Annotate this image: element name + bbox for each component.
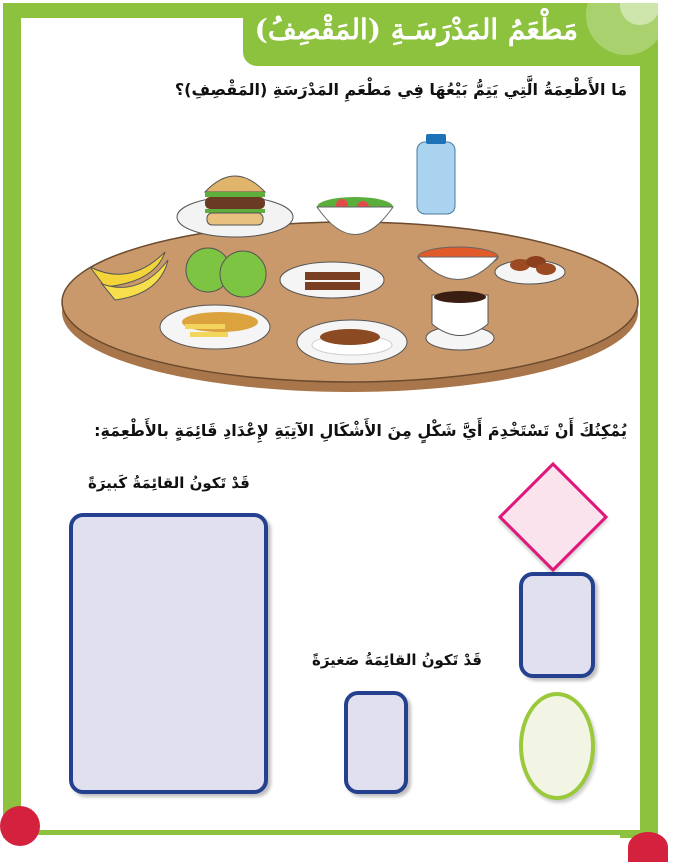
- small-list-shape[interactable]: [344, 691, 408, 794]
- burger-icon: [177, 176, 293, 237]
- title-banner: [243, 3, 658, 66]
- kebab-plate-icon: [280, 262, 384, 298]
- page-number-badge-left: [0, 806, 40, 846]
- small-list-label: قَدْ تَكونُ القائِمَةُ صَغيرَةً: [312, 651, 482, 669]
- water-bottle-icon: [417, 134, 455, 214]
- oval-list-shape[interactable]: [519, 692, 595, 800]
- footer-strip: [30, 835, 620, 843]
- rice-and-meat-icon: [297, 320, 407, 364]
- large-list-shape[interactable]: [69, 513, 268, 794]
- question-text: مَا الأَطْعِمَةُ الَّتِي يَتِمُّ بَيْعُهَا فِي مَطْعَمِ المَدْرَسَةِ (المَقْصِفِ)؟: [174, 80, 627, 99]
- big-list-label: قَدْ تَكونُ القائِمَةُ كَبيرَةً: [88, 474, 250, 492]
- canteen-food-illustration: [60, 112, 640, 392]
- medium-list-shape[interactable]: [519, 572, 595, 678]
- coffee-cup-icon: [426, 291, 494, 350]
- page-number-badge-right: [628, 832, 668, 862]
- instruction-text: يُمْكِنُكَ أَنْ تَسْتَخْدِمَ أَيَّ شَكْلٍ مِنَ الأَشْكَالِ الآتِيَةِ لإِعْدَادِ قَائِمَةٍ بالأَطْعِمَةِ:: [94, 421, 627, 440]
- fish-and-chips-icon: [160, 305, 270, 349]
- page-title: مَطْعَمُ المَدْرَسَـةِ (المَقْصِفُ): [254, 13, 578, 46]
